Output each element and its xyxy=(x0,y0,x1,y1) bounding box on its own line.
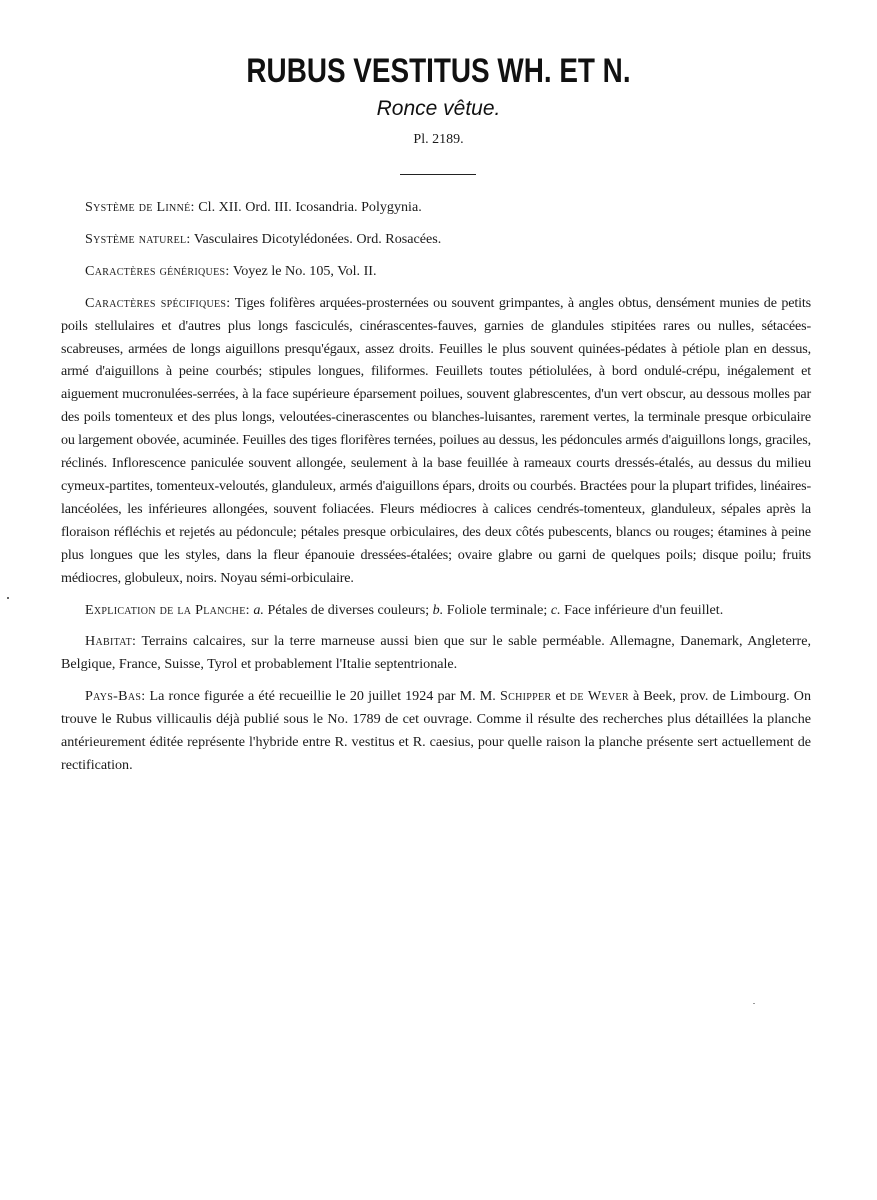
text-naturel: Vasculaires Dicotylédonées. Ord. Rosacées. xyxy=(190,230,442,247)
collector-name-2: de Wever xyxy=(569,688,629,705)
plate-number: Pl. 2189. xyxy=(413,132,464,147)
text-specifiques: Tiges folifères arquées-prosternées ou souvent grimpantes, à angles obtus, densément munies de petits poils stellulaires et d'autres plus longs fasciculés, cinérascentes-fauves, garnies de glandules stipitées rares ou nulles, sétacées-scabreuses, armées de longs aiguillons presqu'égaux, assez droits. Feuilles le plus souvent quinées-pédates à pétiole plan en dessus, armé d'aiguillons à peine courbés; stipules longues, filiformes. Feuillets toutes pétiolulées, à bord ondulé-crépu, inégalement et aiguement mucronulées-serrées, à la face supérieure éparsement poilues, souvent glabrescentes, d'un vert obscur, au dessous molles par des poils tomenteux et des plus longs, veloutées-cinerascentes ou blanches-luisantes, rarement vertes, la terminale presque orbiculaire ou largement obovée, acuminée. Feuilles des tiges florifères ternées, poilues au dessus, les pédoncules armés d'aiguillons longs, graciles, réclinés. Inflorescence paniculée souvent allongée, seulement à la base feuillée à rameaux courts dressés-étalés, au dessus du milieu cymeux-partites, tomenteux-veloutés, glanduleux, armés d'aiguillons épars, droits ou courbés. Bractées pour la plupart trifides, linéaires-lancéolées, les inférieures allongées, souvent foliacées. Fleurs médiocres à calices cendrés-tomenteux, glanduleux, sépales après la floraison réfléchis et rejetés au pédoncule; pétales presque orbiculaires, des deux côtés pubescents, blancs ou rouges; étamines à peine plus longues que les styles, dans la fleur épanouie dressées-étalées; ovaire glabre ou garni de quelques poils; disque poilu; fruits médiocres, globuleux, noirs. Noyau sémi-orbiculaire. xyxy=(61,294,811,586)
paragraph-specifiques xyxy=(61,292,811,590)
figure-ref-a: a. xyxy=(253,601,264,618)
text-paysbas-2: et xyxy=(551,688,570,705)
paragraph-explication xyxy=(61,599,811,622)
label-generiques: Caractères génériques: xyxy=(85,262,230,279)
label-explication: Explication de la Planche: xyxy=(85,601,250,618)
paragraph-generiques xyxy=(61,260,811,283)
label-specifiques: Caractères spécifiques: xyxy=(85,294,231,311)
collector-name-1: Schipper xyxy=(499,688,552,705)
paragraph-naturel xyxy=(61,228,811,251)
figure-ref-b: b. xyxy=(432,601,444,618)
text-habitat: Terrains calcaires, sur la terre marneuse aussi bien que sur le sable perméable. Allemagne, Danemark, Angleterre, Belgique, France, Suisse, Tyrol et probablement l'Italie septentrionale. xyxy=(61,633,811,673)
text-explication-2: Pétales de diverses couleurs; xyxy=(263,601,433,618)
label-linne: Système de Linné: xyxy=(85,199,195,215)
label-naturel: Système naturel: xyxy=(85,230,191,247)
title-divider xyxy=(400,174,476,175)
figure-ref-c: c. xyxy=(550,601,561,618)
text-generiques: Voyez le No. 105, Vol. II. xyxy=(229,262,377,279)
paragraph-linne xyxy=(61,196,811,219)
label-habitat: Habitat: xyxy=(85,633,137,650)
page-title: RUBUS VESTITUS WH. ET N. xyxy=(246,52,631,90)
paragraph-habitat xyxy=(61,630,811,676)
text-paysbas-1: La ronce figurée a été recueillie le 20 juillet 1924 par M. M. xyxy=(145,688,500,705)
text-explication-4: Face inférieure d'un feuillet. xyxy=(560,601,724,618)
scan-speck xyxy=(753,1003,755,1004)
text-paysbas-3: à Beek, prov. de Limbourg. On trouve le Rubus villicaulis déjà publié sous le No. 1789 de cet ouvrage. Comme il résulte des recherches plus détaillées la planche antérieurement éditée représente l'hybride entre R. vestitus et R. caesius, pour quelle raison la planche présente sert actuellement de rectification. xyxy=(61,688,811,773)
paragraph-paysbas xyxy=(61,685,811,777)
document-body xyxy=(61,196,811,786)
page-subtitle: Ronce vêtue. xyxy=(376,97,501,120)
scan-speck xyxy=(7,597,9,599)
text-explication-3: Foliole terminale; xyxy=(443,601,551,618)
text-linne: Cl. XII. Ord. III. Icosandria. Polygynia. xyxy=(194,199,422,215)
label-paysbas: Pays-Bas: xyxy=(85,688,146,705)
